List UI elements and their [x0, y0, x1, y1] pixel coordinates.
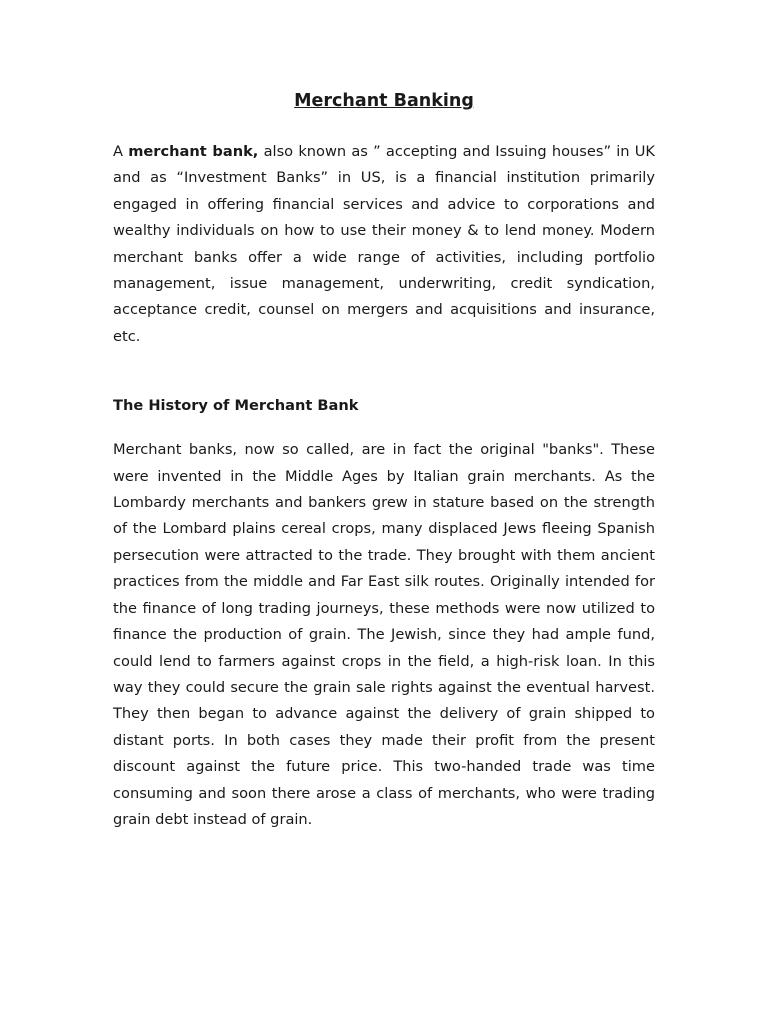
page-title: Merchant Banking [294, 91, 474, 111]
intro-body: also known as ” accepting and Issuing houses” in UK and as “Investment Banks” in US, is a financial institution primarily engaged in offering financial services and advice to corporations and wealthy individuals on how to use their money & to lend money. Modern merchant banks offer a wide range of activities, including portfolio management, issue management, underwriting, credit syndication, acceptance credit, counsel on mergers and acquisitions and insurance, etc. [113, 143, 656, 345]
document-page [113, 88, 655, 833]
history-paragraph: Merchant banks, now so called, are in fact the original "banks". These were invented in the Middle Ages by Italian grain merchants. As the Lombardy merchants and bankers grew in stature based on the strength of the Lombard plains cereal crops, many displaced Jews fleeing Spanish persecution were attracted to the trade. They brought with them ancient practices from the middle and Far East silk routes. Originally intended for the finance of long trading journeys, these methods were now utilized to finance the production of grain. The Jewish, since they had ample fund, could lend to farmers against crops in the field, a high-risk loan. In this way they could secure the grain sale rights against the eventual harvest. They then began to advance against the delivery of grain shipped to distant ports. In both cases they made their profit from the present discount against the future price. This two-handed trade was time consuming and soon there arose a class of merchants, who were trading grain debt instead of grain. [113, 441, 655, 828]
intro-term: merchant bank, [128, 143, 259, 160]
intro-paragraph [113, 139, 655, 350]
section-heading-history: The History of Merchant Bank [113, 397, 359, 415]
intro-lead: A [113, 143, 129, 160]
